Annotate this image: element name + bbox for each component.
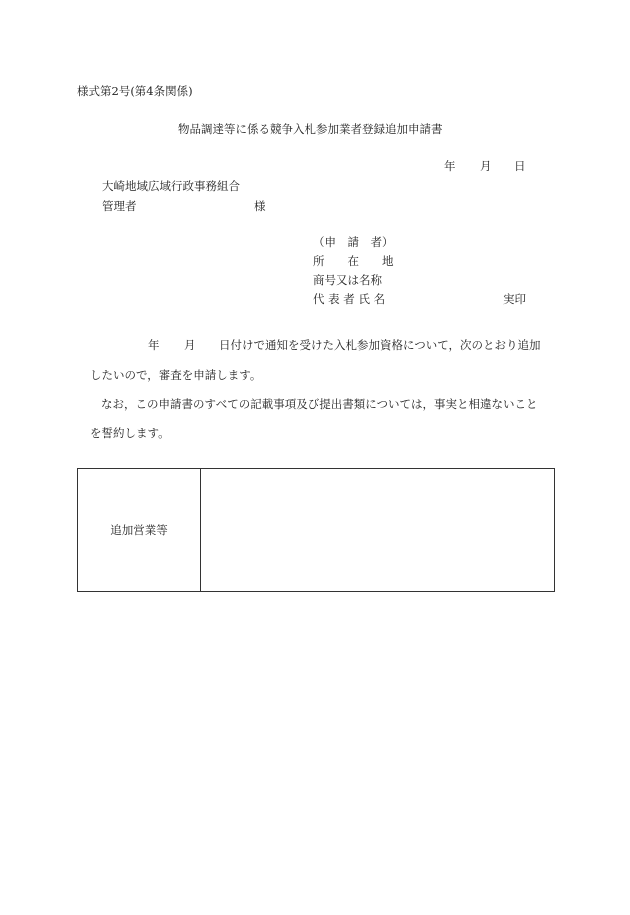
body-month: 月 [184, 338, 196, 352]
body-year: 年 [148, 338, 160, 352]
date-month: 月 [480, 159, 492, 173]
table-row-label: 追加営業等 [110, 523, 168, 537]
body-line4: を誓約します。 [90, 426, 170, 440]
recipient-honorific: 様 [254, 199, 266, 213]
applicant-heading: （申 請 者） [313, 235, 394, 249]
seal-label: 実印 [503, 292, 526, 306]
applicant-representative-label: 代 表 者 氏 名 [313, 292, 386, 306]
form-number: 様式第2号(第4条関係) [77, 84, 193, 98]
date-year: 年 [444, 159, 456, 173]
recipient-organization: 大崎地域広域行政事務組合 [102, 179, 240, 193]
body-line2: したいので，審査を申請します。 [90, 368, 262, 382]
body-line1-text: 日付けで通知を受けた入札参加資格について，次のとおり追加 [219, 338, 541, 352]
recipient-title: 管理者 [102, 199, 137, 213]
additional-business-table [77, 468, 555, 592]
body-line3: なお，この申請書のすべての記載事項及び提出書類については，事実と相違ないこと [101, 397, 538, 411]
document-title: 物品調達等に係る競争入札参加業者登録追加申請書 [178, 122, 443, 136]
date-day: 日 [514, 159, 526, 173]
applicant-address-label: 所 在 地 [313, 254, 394, 268]
applicant-company-label: 商号又は名称 [313, 273, 382, 287]
table-row-value[interactable] [201, 469, 554, 591]
